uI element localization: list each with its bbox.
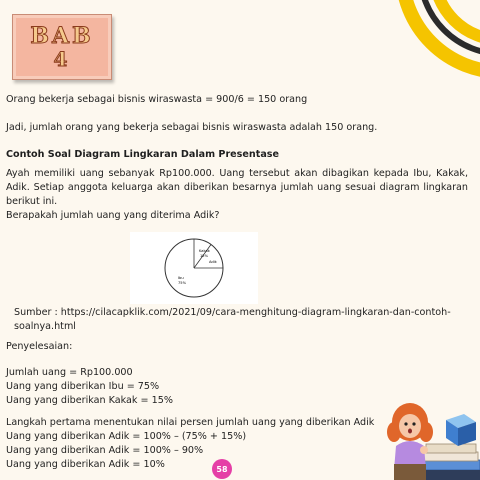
section-heading: Contoh Soal Diagram Lingkaran Dalam Presentase [6,149,280,160]
page-number-badge: 58 [212,459,232,479]
langkah-line: Langkah pertama menentukan nilai persen jumlah uang yang diberikan Adik [6,417,375,428]
wiraswasta-conclusion: Jadi, jumlah orang yang bekerja sebagai bisnis wiraswasta adalah 150 orang. [6,122,378,133]
adik-calc-line-2: Uang yang diberikan Adik = 100% – 90% [6,445,204,456]
adik-calc-line-3: Uang yang diberikan Adik = 10% [6,459,165,470]
wiraswasta-calculation: Orang bekerja sebagai bisnis wiraswasta = 900/6 = 150 orang [6,94,308,105]
pie-label-adik: Adik [209,260,217,264]
kakak-line: Uang yang diberikan Kakak = 15% [6,395,173,406]
pie-chart-image [130,232,258,304]
decorative-arcs [380,0,480,80]
jumlah-uang-line: Jumlah uang = Rp100.000 [6,367,133,378]
ibu-line: Uang yang diberikan Ibu = 75% [6,381,160,392]
question-text: Berapakah jumlah uang yang diterima Adik? [6,210,220,221]
chapter-number: 4 [53,47,71,71]
problem-text: Ayah memiliki uang sebanyak Rp100.000. Uang tersebut akan dibagikan kepada Ibu, Kakak, Adik. Setiap anggota keluarga akan diberikan besarnya jumlah uang sesuai diagram lingkaran berikut ini. [6,168,468,207]
girl-with-books-illustration [380,400,480,480]
chapter-badge [12,14,112,80]
adik-calc-line-1: Uang yang diberikan Adik = 100% – (75% + 15%) [6,431,247,442]
chapter-word: BAB [30,23,94,49]
pie-value-kakak: 15% [200,254,208,258]
source-citation: Sumber : https://cilacapklik.com/2021/09/cara-menghitung-diagram-lingkaran-dan-contoh-soalnya.html [14,307,451,332]
pie-value-ibu: 75% [178,281,186,285]
pie-label-ibu: Ibu [178,276,184,280]
pie-chart [130,232,258,304]
penyelesaian-label: Penyelesaian: [6,341,73,352]
pie-label-kakak: Kakak [199,249,210,253]
